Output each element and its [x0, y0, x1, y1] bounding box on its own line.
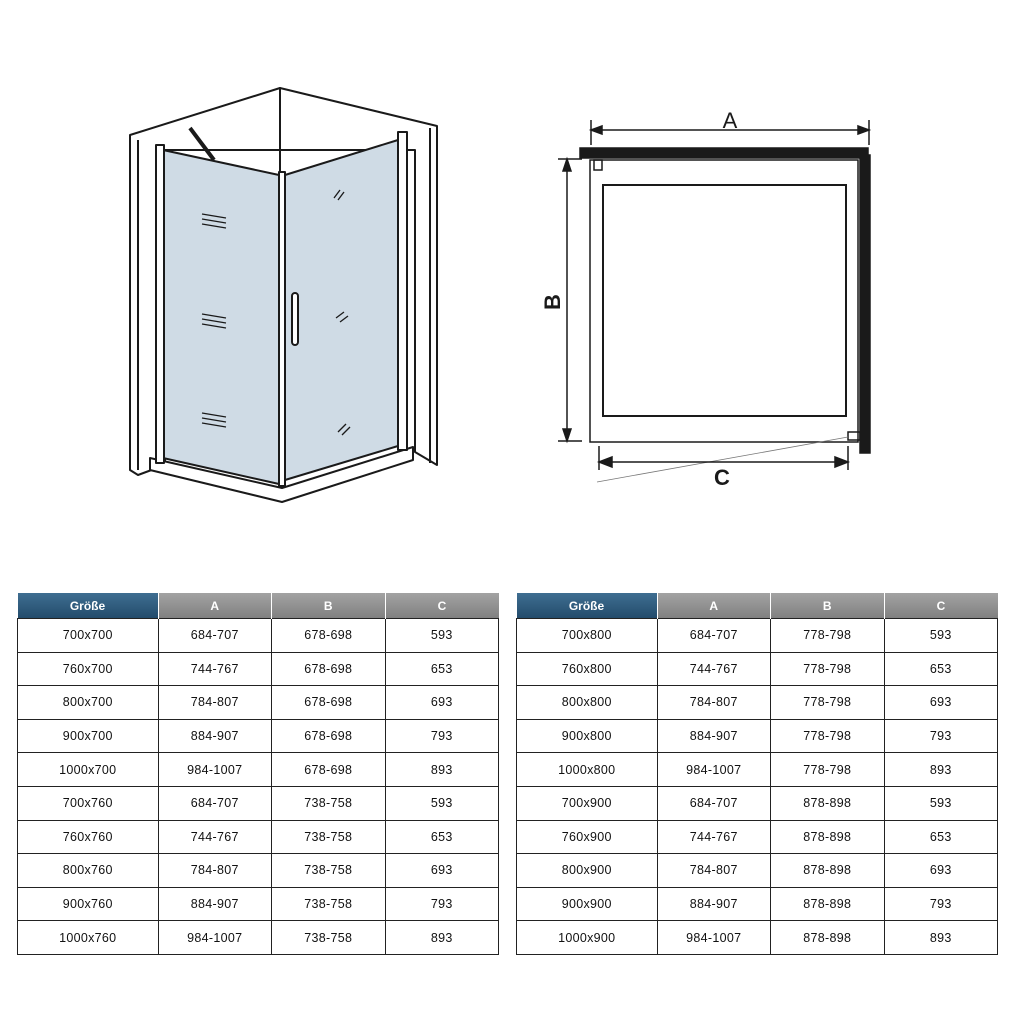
enclosure-outline [590, 160, 858, 442]
door-handle [292, 293, 298, 345]
dim-a-label: A [722, 108, 738, 133]
cell-c: 593 [385, 619, 499, 653]
tray-inner-outline [603, 185, 846, 416]
cell-size: 800x700 [18, 686, 159, 720]
cell-size: 900x800 [517, 719, 658, 753]
cell-size: 800x900 [517, 854, 658, 888]
table-row [18, 887, 499, 921]
cell-b: 738-758 [272, 854, 386, 888]
cell-a: 744-767 [158, 652, 272, 686]
table-row [18, 719, 499, 753]
cell-c: 793 [884, 887, 998, 921]
cell-a: 984-1007 [158, 753, 272, 787]
table-header-row [517, 593, 998, 619]
header-b: B [272, 593, 386, 619]
cell-a: 984-1007 [158, 921, 272, 955]
cell-c: 693 [385, 854, 499, 888]
dim-a-arrow-right [858, 126, 869, 134]
plan-dimension-drawing [520, 100, 920, 520]
cell-a: 984-1007 [657, 921, 771, 955]
table-row [517, 786, 998, 820]
cell-size: 700x800 [517, 619, 658, 653]
dim-b-label: B [540, 294, 565, 310]
cell-size: 900x700 [18, 719, 159, 753]
size-table-left [17, 593, 499, 955]
cell-size: 760x700 [18, 652, 159, 686]
cell-a: 884-907 [657, 887, 771, 921]
header-a: A [158, 593, 272, 619]
table-row [18, 753, 499, 787]
cell-size: 700x760 [18, 786, 159, 820]
corner-profile [279, 172, 285, 486]
cell-b: 778-798 [771, 619, 885, 653]
header-size: Größe [18, 593, 159, 619]
cell-b: 878-898 [771, 921, 885, 955]
cell-a: 684-707 [158, 786, 272, 820]
cell-a: 744-767 [657, 652, 771, 686]
cell-size: 1000x760 [18, 921, 159, 955]
cell-c: 693 [884, 686, 998, 720]
table-row [517, 652, 998, 686]
cell-c: 693 [385, 686, 499, 720]
cell-b: 878-898 [771, 887, 885, 921]
cell-b: 778-798 [771, 719, 885, 753]
top-hinge-detail [594, 160, 602, 170]
right-wall [860, 155, 870, 453]
table-row [517, 686, 998, 720]
cell-a: 684-707 [158, 619, 272, 653]
size-table-right [516, 593, 998, 955]
cell-size: 900x760 [18, 887, 159, 921]
cell-a: 984-1007 [657, 753, 771, 787]
dim-c-arrow-left [599, 457, 612, 467]
cell-size: 760x900 [517, 820, 658, 854]
cell-size: 800x800 [517, 686, 658, 720]
cell-b: 678-698 [272, 753, 386, 787]
table-row [517, 921, 998, 955]
table-row [18, 652, 499, 686]
cell-c: 593 [385, 786, 499, 820]
cell-size: 1000x800 [517, 753, 658, 787]
cell-c: 893 [884, 921, 998, 955]
table-header-row [18, 593, 499, 619]
dim-c-arrow-right [835, 457, 848, 467]
cell-c: 793 [884, 719, 998, 753]
table-row [517, 820, 998, 854]
cell-c: 893 [385, 921, 499, 955]
cell-b: 778-798 [771, 652, 885, 686]
header-c: C [884, 593, 998, 619]
cell-b: 678-698 [272, 619, 386, 653]
header-size: Größe [517, 593, 658, 619]
header-c: C [385, 593, 499, 619]
cell-b: 878-898 [771, 820, 885, 854]
cell-b: 878-898 [771, 786, 885, 820]
cell-size: 760x760 [18, 820, 159, 854]
hinge-profile [398, 132, 407, 450]
table-row [18, 820, 499, 854]
table-row [18, 854, 499, 888]
cell-a: 784-807 [158, 686, 272, 720]
cell-c: 653 [385, 820, 499, 854]
table-row [517, 753, 998, 787]
cell-size: 1000x700 [18, 753, 159, 787]
cell-a: 784-807 [657, 686, 771, 720]
cell-a: 744-767 [657, 820, 771, 854]
cell-b: 738-758 [272, 887, 386, 921]
cell-c: 653 [385, 652, 499, 686]
table-row [517, 719, 998, 753]
cell-b: 738-758 [272, 786, 386, 820]
cell-c: 693 [884, 854, 998, 888]
dim-b-arrow-top [563, 159, 571, 171]
table-row [517, 619, 998, 653]
header-b: B [771, 593, 885, 619]
cell-c: 793 [385, 887, 499, 921]
shower-enclosure-illustration [100, 70, 460, 520]
cell-a: 884-907 [158, 887, 272, 921]
table-row [18, 686, 499, 720]
cell-b: 778-798 [771, 753, 885, 787]
cell-c: 593 [884, 786, 998, 820]
cell-c: 893 [884, 753, 998, 787]
cell-b: 878-898 [771, 854, 885, 888]
cell-c: 893 [385, 753, 499, 787]
cell-size: 700x700 [18, 619, 159, 653]
cell-c: 593 [884, 619, 998, 653]
cell-a: 884-907 [158, 719, 272, 753]
cell-c: 793 [385, 719, 499, 753]
dim-c-label: C [714, 465, 730, 490]
table-row [517, 887, 998, 921]
cell-size: 760x800 [517, 652, 658, 686]
cell-size: 900x900 [517, 887, 658, 921]
top-wall [580, 148, 868, 158]
cell-a: 684-707 [657, 786, 771, 820]
cell-a: 744-767 [158, 820, 272, 854]
table-row [517, 854, 998, 888]
cell-a: 784-807 [657, 854, 771, 888]
table-row [18, 786, 499, 820]
cell-b: 678-698 [272, 652, 386, 686]
cell-c: 653 [884, 820, 998, 854]
dim-a-arrow-left [591, 126, 602, 134]
left-wall-profile [156, 145, 164, 463]
cell-a: 884-907 [657, 719, 771, 753]
cell-a: 684-707 [657, 619, 771, 653]
cell-b: 778-798 [771, 686, 885, 720]
cell-b: 738-758 [272, 921, 386, 955]
cell-b: 678-698 [272, 719, 386, 753]
cell-c: 653 [884, 652, 998, 686]
cell-size: 700x900 [517, 786, 658, 820]
cell-a: 784-807 [158, 854, 272, 888]
dim-b-arrow-bottom [563, 429, 571, 441]
header-a: A [657, 593, 771, 619]
table-row [18, 619, 499, 653]
table-row [18, 921, 499, 955]
cell-b: 678-698 [272, 686, 386, 720]
cell-b: 738-758 [272, 820, 386, 854]
cell-size: 800x760 [18, 854, 159, 888]
cell-size: 1000x900 [517, 921, 658, 955]
